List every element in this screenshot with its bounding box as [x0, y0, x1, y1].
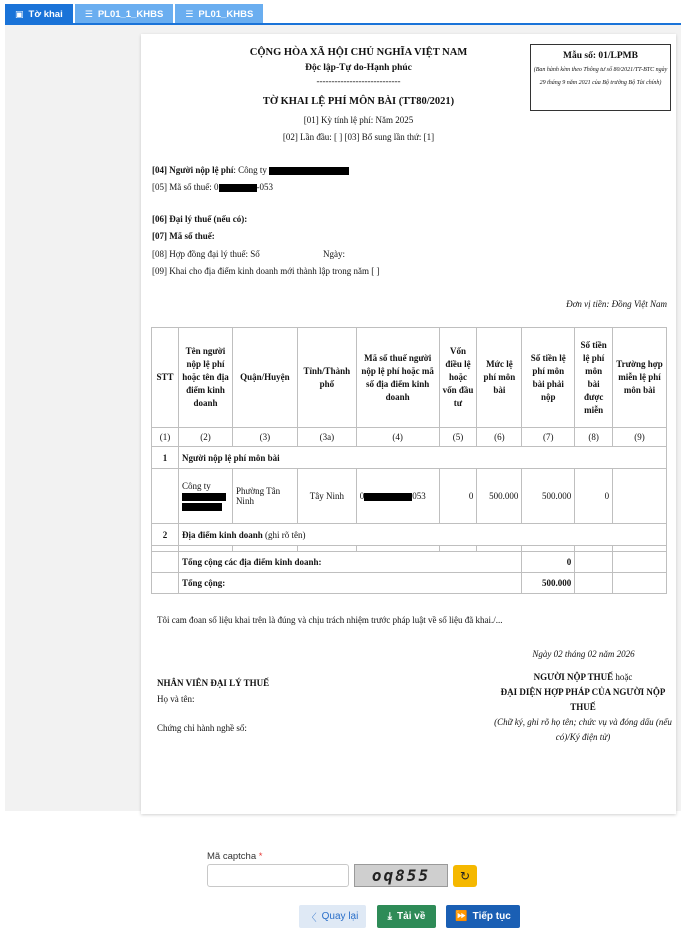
form-code-box [530, 44, 671, 111]
redacted-company-name [269, 167, 349, 175]
declaration-statement: Tôi cam đoan số liệu khai trên là đúng và chịu trách nhiệm trước pháp luật về số liệu đã khai./... [157, 615, 503, 625]
tax-code-prefix: 0 [359, 491, 365, 501]
redacted-name-1 [182, 493, 226, 501]
subtotal-label: Tổng cộng các địa điểm kinh doanh: [178, 552, 521, 573]
form-legal-note: (Ban hành kèm theo Thông tư số 80/2021/TT-BTC ngày 29 tháng 9 năm 2021 của Bộ trưởng Bộ Tài chính) [533, 67, 668, 86]
field-08-date: Ngày: [323, 249, 345, 259]
field-08-contract: [08] Hợp đồng đại lý thuế: Số [152, 249, 260, 259]
col-code: (2) [178, 428, 232, 447]
redacted-tax-code [364, 493, 412, 501]
field-05-tax-code [152, 182, 273, 192]
forward-icon: ⏩ [455, 911, 468, 922]
heading-separator: ---------------------------- [316, 76, 401, 86]
col-code: (8) [575, 428, 613, 447]
col-header: Số tiền lệ phí môn bài phải nộp [522, 328, 575, 428]
payer-title-line-1 [493, 670, 673, 685]
signature-date: Ngày 02 tháng 02 năm 2026 [532, 649, 635, 659]
download-icon: ⤓ [387, 911, 393, 922]
col-header: Vốn điều lệ hoặc vốn đầu tư [439, 328, 477, 428]
republic-heading: CỘNG HÒA XÃ HỘI CHỦ NGHĨA VIỆT NAM [249, 47, 468, 58]
section-note: (ghi rõ tên) [262, 529, 306, 540]
next-button-label: Tiếp tục [472, 911, 511, 922]
col-code: (4) [356, 428, 439, 447]
col-code: (3a) [297, 428, 356, 447]
table-section-2 [152, 524, 667, 546]
field-06-agent: [06] Đại lý thuế (nếu có): [152, 214, 248, 224]
tab-label: Tờ khai [28, 8, 63, 20]
col-header: Mức lệ phí môn bài [477, 328, 522, 428]
table-code-row [152, 428, 667, 447]
cell-tax-code [356, 469, 439, 524]
field-04-value: : Công ty [233, 165, 267, 175]
currency-unit: Đơn vị tiền: Đồng Việt Nam [566, 299, 667, 309]
section-label: Địa điểm kinh doanh [181, 529, 263, 540]
chevron-left-icon: 〈 [306, 913, 317, 924]
submission-type: [02] Lần đầu: [ ] [03] Bổ sung lần thứ: [1] [282, 132, 435, 142]
agent-certificate: Chứng chỉ hành nghề số: [157, 723, 247, 733]
cell-district: Phường Tân Ninh [232, 469, 297, 524]
col-header: STT [152, 328, 179, 428]
field-04-taxpayer [152, 165, 349, 175]
total-label: Tổng cộng: [178, 573, 521, 594]
col-header: Tên người nộp lệ phí hoặc tên địa điểm kinh doanh [178, 328, 232, 428]
captcha-input[interactable] [207, 864, 349, 887]
payer-signature-note: (Chữ ký, ghi rõ họ tên; chức vụ và đóng dấu (nếu có)/Ký điện tử) [494, 717, 672, 742]
col-header: Số tiền lệ phí môn bài được miễn [575, 328, 613, 428]
col-header: Quận/Huyện [232, 328, 297, 428]
section-number: 2 [152, 524, 179, 546]
tab-pl01-khbs[interactable] [175, 4, 263, 24]
table-header-row [152, 328, 667, 428]
list-icon: ☰ [84, 8, 93, 19]
taxpayer-name-text: Công ty [181, 481, 211, 491]
cell-fee-level: 500.000 [477, 469, 522, 524]
field-05-suffix: -053 [256, 182, 273, 192]
col-code: (9) [613, 428, 667, 447]
section-number: 1 [152, 447, 179, 469]
col-header: Tỉnh/Thành phố [297, 328, 356, 428]
col-header: Mã số thuế người nộp lệ phí hoặc mã số địa điểm kinh doanh [356, 328, 439, 428]
download-button-label: Tải về [397, 911, 426, 922]
table-total-row [152, 573, 667, 594]
back-button[interactable] [299, 905, 366, 928]
tax-declaration-document[interactable] [141, 34, 676, 814]
document-icon: ▣ [15, 8, 24, 19]
refresh-captcha-button[interactable] [453, 865, 477, 887]
form-code: Mẫu số: 01/LPMB [563, 51, 638, 61]
download-button[interactable] [377, 905, 436, 928]
tax-code-suffix: 053 [412, 491, 426, 501]
section-2-cell [178, 524, 666, 546]
tax-period: [01] Kỳ tính lệ phí: Năm 2025 [303, 115, 414, 125]
tab-bar [5, 4, 263, 24]
field-04-label: [04] Người nộp lệ phí [152, 165, 234, 175]
cell-province: Tây Ninh [297, 469, 356, 524]
refresh-icon: ↻ [459, 869, 471, 883]
subtotal-value: 0 [522, 552, 575, 573]
cell-fee-exempt: 0 [575, 469, 613, 524]
payer-or: hoặc [613, 672, 633, 682]
document-title: TỜ KHAI LỆ PHÍ MÔN BÀI (TT80/2021) [262, 96, 455, 107]
redacted-tax-code [219, 184, 257, 192]
cell-fee-payable: 500.000 [522, 469, 575, 524]
tab-label: PL01_1_KHBS [97, 8, 164, 20]
table-subtotal-row [152, 552, 667, 573]
col-code: (3) [232, 428, 297, 447]
total-value: 500.000 [522, 573, 575, 594]
captcha-label-text: Mã captcha [207, 851, 257, 862]
cell-taxpayer-name [178, 469, 232, 524]
next-button[interactable] [446, 905, 520, 928]
cell-capital: 0 [439, 469, 477, 524]
payer-signature-block [493, 670, 673, 745]
table-section-1 [152, 447, 667, 469]
redacted-name-2 [182, 503, 222, 511]
field-05-label: [05] Mã số thuế: 0 [152, 182, 219, 192]
tab-label: PL01_KHBS [198, 8, 254, 20]
payer-title-line-2: ĐẠI DIỆN HỢP PHÁP CỦA NGƯỜI NỘP THUẾ [500, 687, 666, 712]
fee-table [151, 327, 667, 594]
captcha-label [207, 851, 262, 862]
col-code: (7) [522, 428, 575, 447]
col-code: (6) [477, 428, 522, 447]
motto: Độc lập-Tự do-Hạnh phúc [305, 63, 412, 73]
section-label: Người nộp lệ phí môn bài [178, 447, 666, 469]
agent-staff-title: NHÂN VIÊN ĐẠI LÝ THUẾ [157, 678, 270, 688]
tab-pl01-1-khbs[interactable] [75, 4, 174, 24]
col-header: Trường hợp miễn lệ phí môn bài [613, 328, 667, 428]
col-code: (5) [439, 428, 477, 447]
payer-title: NGƯỜI NỘP THUẾ [533, 672, 614, 682]
field-09-new-location: [09] Khai cho địa điểm kinh doanh mới thành lập trong năm [ ] [152, 266, 380, 276]
col-code: (1) [152, 428, 179, 447]
table-row[interactable] [152, 469, 667, 524]
required-mark: * [258, 851, 263, 862]
back-button-label: Quay lại [321, 911, 359, 922]
field-07-agent-tax-code: [07] Mã số thuế: [152, 231, 215, 241]
list-icon: ☰ [185, 8, 194, 19]
agent-staff-name: Họ và tên: [157, 694, 195, 704]
captcha-image: oq855 [354, 864, 448, 887]
tab-to-khai[interactable] [5, 4, 73, 24]
